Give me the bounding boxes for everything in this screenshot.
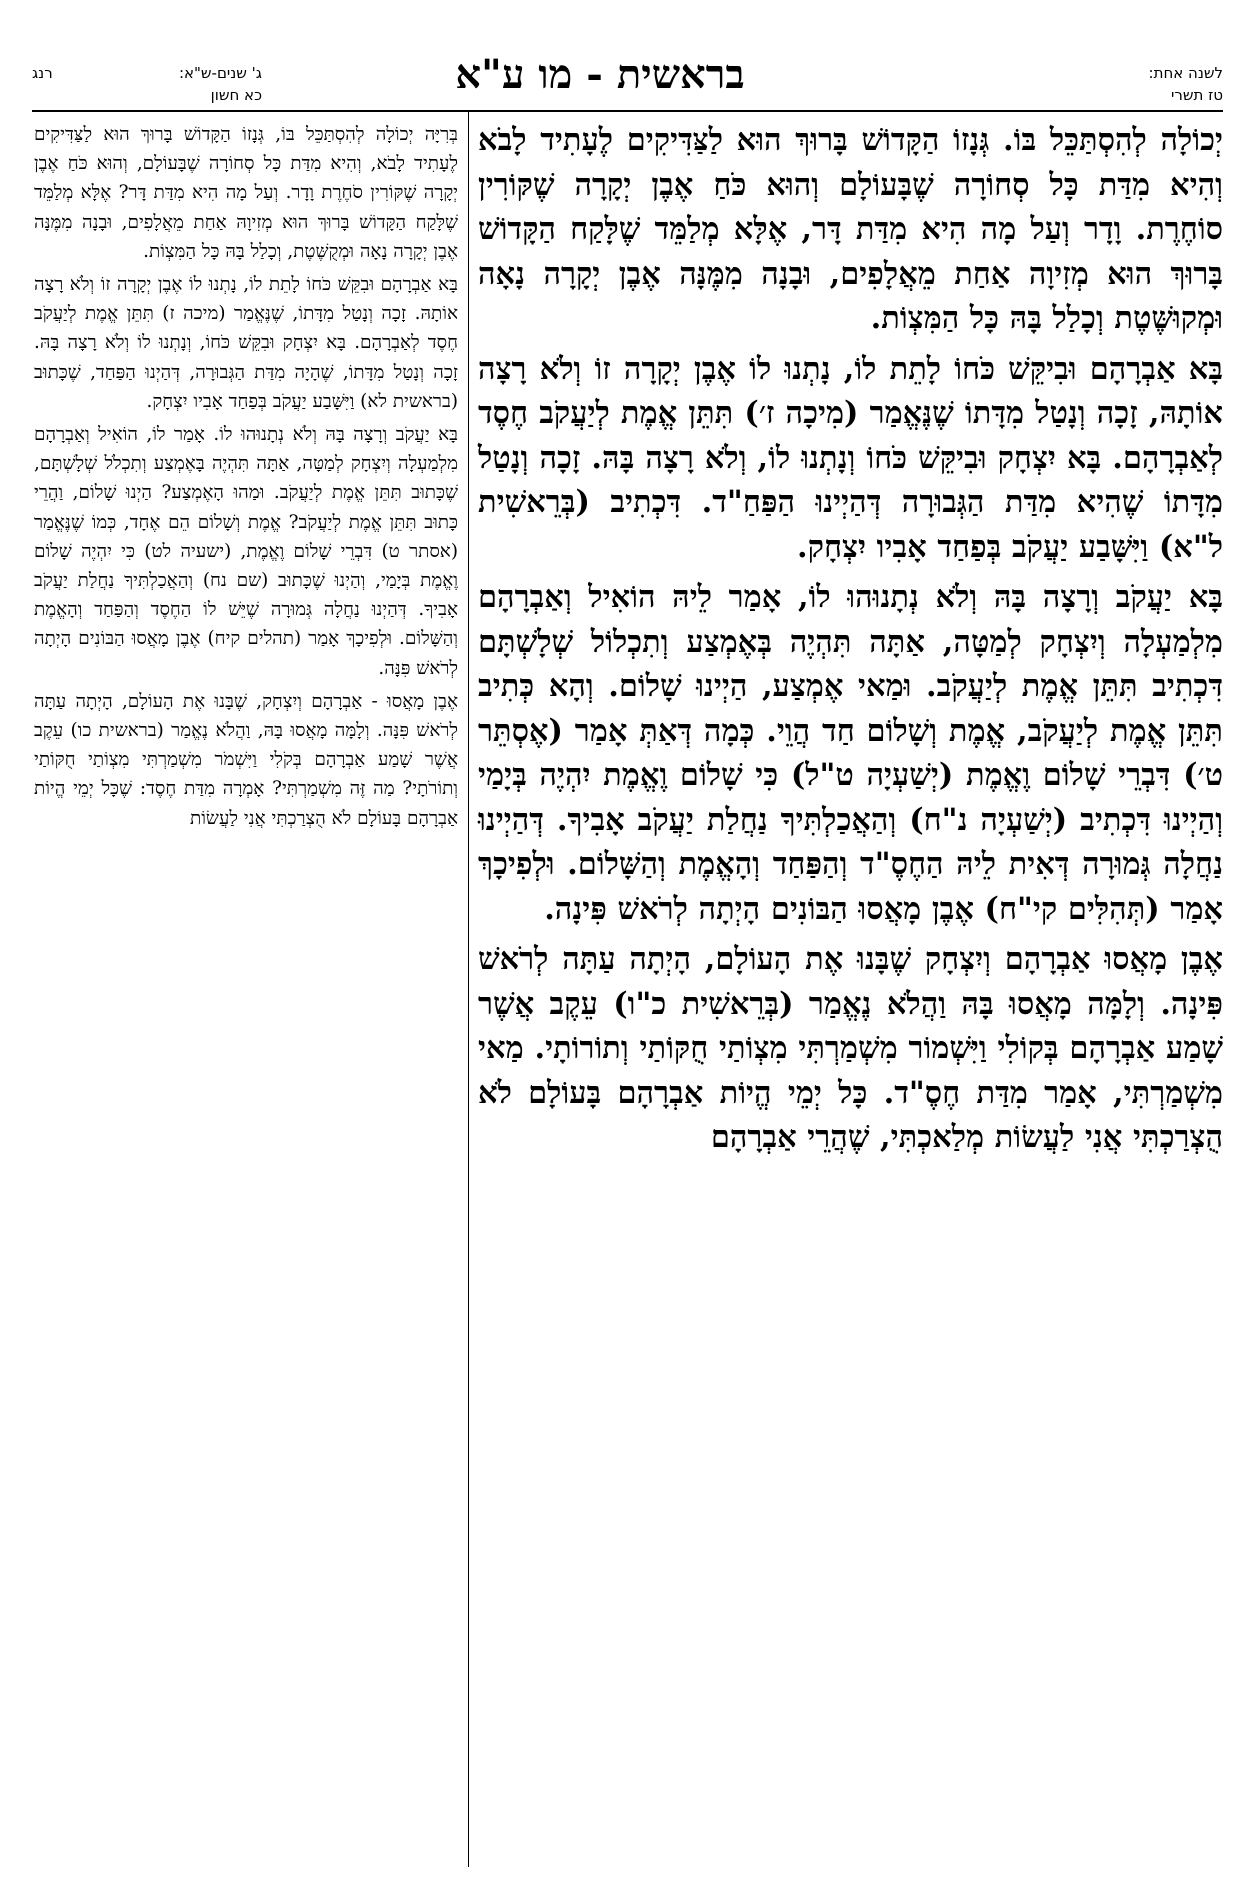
header-divider: [32, 110, 1223, 112]
translation-paragraph: אֶבֶן מָאֲסוּ - אַבְרָהָם וְיִצְחָק, שֶׁבָּנוּ אֶת הָעוֹלָם, הָיְתָה עַתָּה לְרֹאשׁ פִּנָּה. וְלָמָּה מָאֲסוּ בָּהּ, וַהֲלֹא נֶאֱמַר (בראשית כו) עֵקֶב אֲשֶׁר שָׁמַע אַבְרָהָם בְּקֹלִי וַיִּשְׁמֹר מִשְׁמַרְתִּי מִצְוֹתַי חֻקּוֹתַי וְתוֹרֹתָי? מַה זֶּה מִשְׁמַרְתִּי? אָמְרָה מִדַּת חֶסֶד: שֶׁכָּל יְמֵי הֱיוֹת אַבְרָהָם בָּעוֹלָם לֹא הֻצְרַכְתִּי אֲנִי לַעֲשׂוֹת: [34, 690, 458, 829]
main-paragraph: בָּא יַעֲקֹב וְרָצָה בָּהּ וְלֹא נְתָנוּהוּ לוֹ, אָמַר לֵיהּ הוֹאִיל וְאַבְרָהָם מִלְמַעְלָה וְיִצְחָק לְמַטָּה, אַתָּה תִּהְיֶה בְּאֶמְצַע וְתִכְלוֹל שְׁלָשְׁתָּם דִּכְתִיב תִּתֵּן אֱמֶת לְיַעֲקֹב. וּמַאי אֶמְצַע, הַיְינוּ שָׁלוֹם. וְהָא כְּתִיב תִּתֵּן אֱמֶת לְיַעֲקֹב, אֱמֶת וְשָׁלוֹם חַד הֲוֵי. כְּמָה דְּאַתְּ אָמַר (אֶסְתֵּר ט׳) דִּבְרֵי שָׁלוֹם וֶאֱמֶת (יְשַׁעְיָה ט"ל) כִּי שָׁלוֹם וֶאֱמֶת יִהְיֶה בְּיָמַי וְהַיְינוּ דִּכְתִיב (יְשַׁעְיָה נ"ח) וְהַאֲכַלְתִּיךָ נַחֲלַת יַעֲקֹב אָבִיךָ. דְּהַיְינוּ נַחֲלָה גְּמוּרָה דְּאִית לֵיהּ הַחֶסֶ"ד וְהַפַּחַד וְהָאֱמֶת וְהַשָּׁלוֹם. וּלְפִיכָךְ אָמַר (תְּהִלִּים קי"ח) אֶבֶן מָאֲסוּ הַבּוֹנִים הָיְתָה לְרֹאשׁ פִּינָה.: [478, 579, 1223, 927]
translation-paragraph: בָּא יַעֲקֹב וְרָצָה בָּהּ וְלֹא נְתָנוּהוּ לוֹ. אָמַר לוֹ, הוֹאִיל וְאַבְרָהָם מִלְמַעְלָה וְיִצְחָק לְמַטָּה, אַתָּה תִּהְיֶה בָּאֶמְצַע וְתִכְלֹל שְׁלָשְׁתָּם, שֶׁכָּתוּב תִּתֵּן אֱמֶת לְיַעֲקֹב. וּמַהוּ הָאֶמְצַע? הַיְנוּ שָׁלוֹם, וַהֲרֵי כָּתוּב תִּתֵּן אֱמֶת לְיַעֲקֹב? אֱמֶת וְשָׁלוֹם הֵם אֶחָד, כְּמוֹ שֶׁנֶּאֱמַר (אסתר ט) דִּבְרֵי שָׁלוֹם וֶאֱמֶת, (ישעיה לט) כִּי יִהְיֶה שָׁלוֹם וֶאֱמֶת בְּיָמַי, וְהַיְנוּ שֶׁכָּתוּב (שם נח) וְהַאֲכַלְתִּיךָ נַחֲלַת יַעֲקֹב אָבִיךָ. דְּהַיְנוּ נַחֲלָה גְּמוּרָה שֶׁיֵּשׁ לוֹ הַחֶסֶד וְהַפַּחַד וְהָאֱמֶת וְהַשָּׁלוֹם. וּלְפִיכָךְ אָמַר (תהלים קיח) אֶבֶן מָאֲסוּ הַבּוֹנִים הָיְתָה לְרֹאשׁ פִּנָּה.: [34, 424, 458, 679]
one-year-date: טז תשרי: [1171, 86, 1223, 104]
page-number: רנג: [32, 64, 53, 82]
translation-paragraph: בְּרִיָּה יְכוֹלָה לְהִסְתַּכֵּל בּוֹ, גְּנָזוֹ הַקָּדוֹשׁ בָּרוּךְ הוּא לַצַּדִּיקִים לֶעָתִיד לָבֹא, וְהִיא מִדַּת כָּל סְחוֹרָה שֶׁבָּעוֹלָם, וְהוּא כֹּחַ אֶבֶן יְקָרָה שֶׁקּוֹרִין סֹחֶרֶת וָדָר. וְעַל מָה הִיא מִדַּת דָּר? אֶלָּא מְלַמֵּד שֶׁלָּקַח הַקָּדוֹשׁ בָּרוּךְ הוּא מְזִיוָהּ אַחַת מֵאֲלָפִים, וּבָנָה מִמֶּנָּה אֶבֶן יְקָרָה נָאָה וּמְקֻשֶּׁטֶת, וְכָלַל בָּהּ כָּל הַמִּצְוֹת.: [34, 124, 458, 262]
three-year-date: כא חשון: [210, 86, 262, 104]
main-paragraph: אֶבֶן מָאֲסוּ אַבְרָהָם וְיִצְחָק שֶׁבָּנוּ אֶת הָעוֹלָם, הָיְתָה עַתָּה לְרֹאשׁ פִּינָה. וְלָמָּה מָאֲסוּ בָּהּ וַהֲלֹא נֶאֱמַר (בְּרֵאשִׁית כ"ו) עֵקֶב אֲשֶׁר שָׁמַע אַבְרָהָם בְּקוֹלִי וַיִּשְׁמוֹר מִשְׁמַרְתִּי מִצְוֹתַי חֻקּוֹתַי וְתוֹרוֹתָי. מַאי מִשְׁמַרְתִּי, אָמַר מִדַּת חֶסֶ"ד. כָּל יְמֵי הֱיוֹת אַבְרָהָם בָּעוֹלָם לֹא הֻצְרַכְתִּי אֲנִי לַעֲשׂוֹת מְלַאכְתִּי, שֶׁהֲרֵי אַבְרָהָם: [478, 941, 1223, 1155]
translation-column: [34, 120, 458, 833]
study-cycle-one-year-label: לשנה אחת:: [1148, 64, 1223, 82]
header-left: [32, 62, 262, 106]
header-right: [1083, 62, 1223, 106]
main-paragraph: יְכוֹלָה לְהִסְתַּכֵּל בּוֹ. גְּנָזוֹ הַקָּדוֹשׁ בָּרוּךְ הוּא לַצַּדִּיקִים לֶעָתִיד לָבֹא וְהִיא מִדַּת כָּל סְחוֹרָה שֶׁבָּעוֹלָם וְהוּא כֹּחַ אֶבֶן יְקָרָה שֶׁקּוֹרִין סוֹחֶרֶת. וָדָר וְעַל מָה הִיא מִדַּת דָּר, אֶלָּא מְלַמֵּד שֶׁלָּקַח הַקָּדוֹשׁ בָּרוּךְ הוּא מְזִיוָה אַחַת מֵאֲלָפִים, וּבָנָה מִמֶּנָּה אֶבֶן יְקָרָה נָאָה וּמְקוּשֶּׁטֶת וְכָלַל בָּהּ כָּל הַמִּצְוֹת.: [478, 122, 1223, 336]
page-title: בראשית - מו ע"א: [455, 51, 745, 98]
main-paragraph: בָּא אַבְרָהָם וּבִיקֵּשׁ כֹּחוֹ לָתֵת לוֹ, נָתְנוּ לוֹ אֶבֶן יְקָרָה זוֹ וְלֹא רָצָה אוֹתָהּ, זָכָה וְנָטַל מִדָּתוֹ שֶׁנֶּאֱמַר (מִיכָה ז׳) תִּתֵּן אֱמֶת לְיַעֲקֹב חֶסֶד לְאַבְרָהָם. בָּא יִצְחָק וּבִיקֵּשׁ כֹּחוֹ וְנָתְנוּ לוֹ, וְלֹא רָצָה בָּהּ. זָכָה וְנָטַל מִדָּתוֹ שֶׁהִיא מִדַּת הַגְּבוּרָה דְּהַיְינוּ הַפַּחַ"ד. דִּכְתִיב (בְּרֵאשִׁית ל"א) וַיִּשָּׁבַע יַעֲקֹב בְּפַחַד אָבִיו יִצְחָק.: [478, 350, 1223, 565]
translation-paragraph: בָּא אַבְרָהָם וּבִקֵּשׁ כֹּחוֹ לָתֵת לוֹ, נָתְנוּ לוֹ אֶבֶן יְקָרָה זוֹ וְלֹא רָצָה אוֹתָהּ. זָכָה וְנָטַל מִדָּתוֹ, שֶׁנֶּאֱמַר (מיכה ז) תִּתֵּן אֱמֶת לְיַעֲקֹב חֶסֶד לְאַבְרָהָם. בָּא יִצְחָק וּבִקֵּשׁ כֹּחוֹ, וְנָתְנוּ לוֹ וְלֹא רָצָה בָּהּ. זָכָה וְנָטַל מִדָּתוֹ, שֶׁהָיָה מִדַּת הַגְּבוּרָה, דְּהַיְנוּ הַפַּחַד, שֶׁכָּתוּב (בראשית לא) וַיִּשָּׁבַע יַעֲקֹב בְּפַחַד אָבִיו יִצְחָק.: [34, 274, 458, 412]
study-cycle-three-year-label: ג' שנים-ש"א:: [178, 64, 262, 82]
column-divider: [468, 112, 469, 1867]
main-text-column: [478, 118, 1223, 1160]
